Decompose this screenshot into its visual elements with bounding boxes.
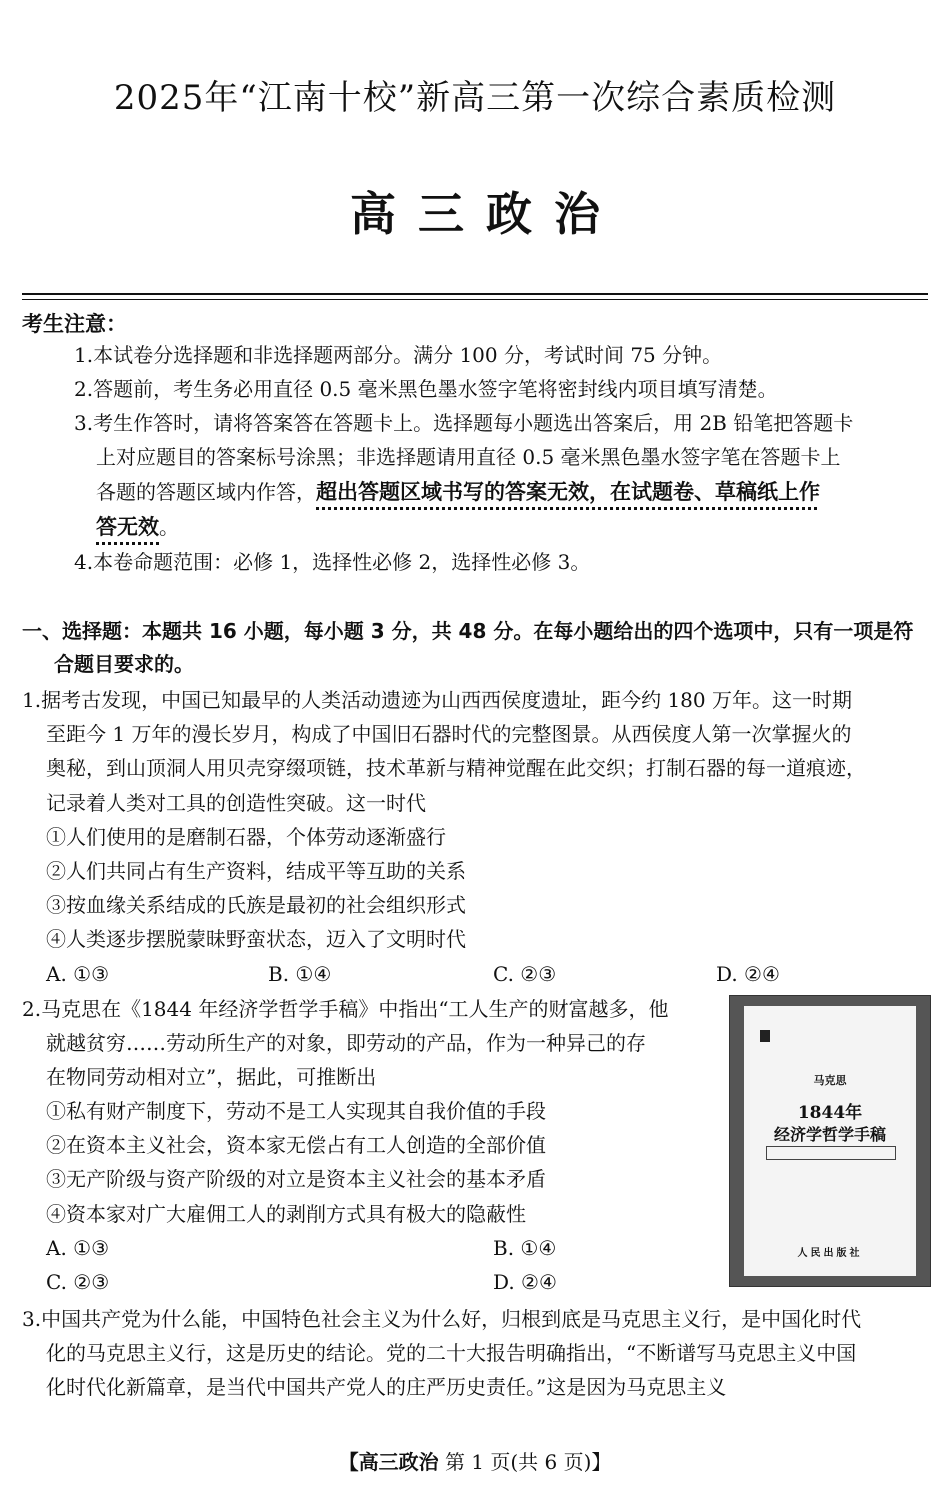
notice-item-3-line-4 (96, 513, 179, 541)
q2-option-b[interactable]: B. ①④ (493, 1236, 557, 1260)
notice-item-4: 4.本卷命题范围：必修 1，选择性必修 2，选择性必修 3。 (74, 550, 591, 574)
book-year: 1844年 (797, 1103, 863, 1123)
q2-option-c[interactable]: C. ②③ (46, 1270, 110, 1294)
section-1-instructions-cont: 合题目要求的。 (54, 652, 194, 676)
book-cover-image (729, 995, 931, 1287)
q3-stem-line-2: 化的马克思主义行，这是历史的结论。党的二十大报告明确指出，“不断谱写马克思主义中国 (46, 1341, 857, 1365)
notice-item-3-line-3-text: 各题的答题区域内作答， (96, 480, 316, 504)
notice-period: 。 (159, 515, 179, 539)
q2-option-a[interactable]: A. ①③ (46, 1236, 110, 1260)
q2-statement-2: ②在资本主义社会，资本家无偿占有工人创造的全部价值 (46, 1133, 546, 1157)
section-1-instructions: 一、选择题：本题共 16 小题，每小题 3 分，共 48 分。在每小题给出的四个选项中，只有一项是符 (22, 619, 914, 643)
q1-statement-2: ②人们共同占有生产资料，结成平等互助的关系 (46, 859, 466, 883)
footer-subject: 【高三政治 (338, 1450, 439, 1474)
q3-stem-line-3: 化时代化新篇章，是当代中国共产党人的庄严历史责任。”这是因为马克思主义 (46, 1375, 727, 1399)
notice-item-3-line-1: 3.考生作答时，请将答案答在答题卡上。选择题每小题选出答案后，用 2B 铅笔把答题卡 (74, 411, 854, 435)
q1-stem-line-4: 记录着人类对工具的创造性突破。这一时代 (46, 791, 426, 815)
notice-item-3-line-2: 上对应题目的答案标号涂黑；非选择题请用直径 0.5 毫米黑色墨水签字笔在答题卡上 (96, 445, 841, 469)
header-divider-thick (22, 293, 928, 295)
q2-stem-line-2: 就越贫穷……劳动所生产的对象，即劳动的产品，作为一种异己的存 (46, 1031, 646, 1055)
q2-statement-3: ③无产阶级与资产阶级的对立是资本主义社会的基本矛盾 (46, 1167, 546, 1191)
q2-statement-4: ④资本家对广大雇佣工人的剥削方式具有极大的隐蔽性 (46, 1202, 526, 1226)
footer-page-number: 第 1 页(共 6 页)】 (444, 1450, 612, 1474)
q3-stem-line-1: 3.中国共产党为什么能，中国特色社会主义为什么好，归根到底是马克思主义行，是中国化时代 (22, 1307, 862, 1331)
notice-emphasis-text: 超出答题区域书写的答案无效，在试题卷、草稿纸上作 (316, 480, 820, 504)
book-subtitle-box (766, 1146, 896, 1160)
notice-item-3-line-3 (96, 478, 820, 506)
notice-emphasis-end: 答无效 (96, 515, 159, 539)
header-divider-thin (22, 299, 928, 300)
q1-option-a[interactable]: A. ①③ (46, 962, 110, 986)
q1-stem-line-1: 1.据考古发现，中国已知最早的人类活动遗迹为山西西侯度遗址，距今约 180 万年。这一时期 (22, 688, 852, 712)
series-logo-icon (760, 1030, 770, 1042)
q1-option-c[interactable]: C. ②③ (493, 962, 557, 986)
q2-option-d[interactable]: D. ②④ (493, 1270, 557, 1294)
page-footer (0, 1446, 950, 1475)
book-publisher: 人民出版社 (797, 1248, 863, 1259)
book-name: 经济学哲学手稿 (773, 1125, 886, 1144)
notice-heading: 考生注意： (22, 312, 127, 336)
notice-item-2: 2.答题前，考生务必用直径 0.5 毫米黑色墨水签字笔将密封线内项目填写清楚。 (74, 377, 778, 401)
exam-title: 2025年“江南十校”新高三第一次综合素质检测 (113, 78, 837, 118)
q1-statement-1: ①人们使用的是磨制石器，个体劳动逐渐盛行 (46, 825, 446, 849)
q2-stem-line-3: 在物同劳动相对立”，据此，可推断出 (46, 1065, 377, 1089)
subject-title: 高三政治 (350, 187, 622, 241)
q1-option-b[interactable]: B. ①④ (268, 962, 332, 986)
book-author: 马克思 (813, 1074, 847, 1087)
notice-item-1: 1.本试卷分选择题和非选择题两部分。满分 100 分，考试时间 75 分钟。 (74, 343, 723, 367)
q2-stem-line-1: 2.马克思在《1844 年经济学哲学手稿》中指出“工人生产的财富越多，他 (22, 997, 669, 1021)
q2-statement-1: ①私有财产制度下，劳动不是工人实现其自我价值的手段 (46, 1099, 546, 1123)
q1-statement-4: ④人类逐步摆脱蒙昧野蛮状态，迈入了文明时代 (46, 927, 466, 951)
q1-stem-line-3: 奥秘，到山顶洞人用贝壳穿缀项链，技术革新与精神觉醒在此交织；打制石器的每一道痕迹， (46, 756, 866, 780)
book-cover-page (744, 1006, 916, 1276)
q1-option-d[interactable]: D. ②④ (716, 962, 780, 986)
q1-statement-3: ③按血缘关系结成的氏族是最初的社会组织形式 (46, 893, 466, 917)
q1-stem-line-2: 至距今 1 万年的漫长岁月，构成了中国旧石器时代的完整图景。从西侯度人第一次掌握火的 (46, 722, 852, 746)
